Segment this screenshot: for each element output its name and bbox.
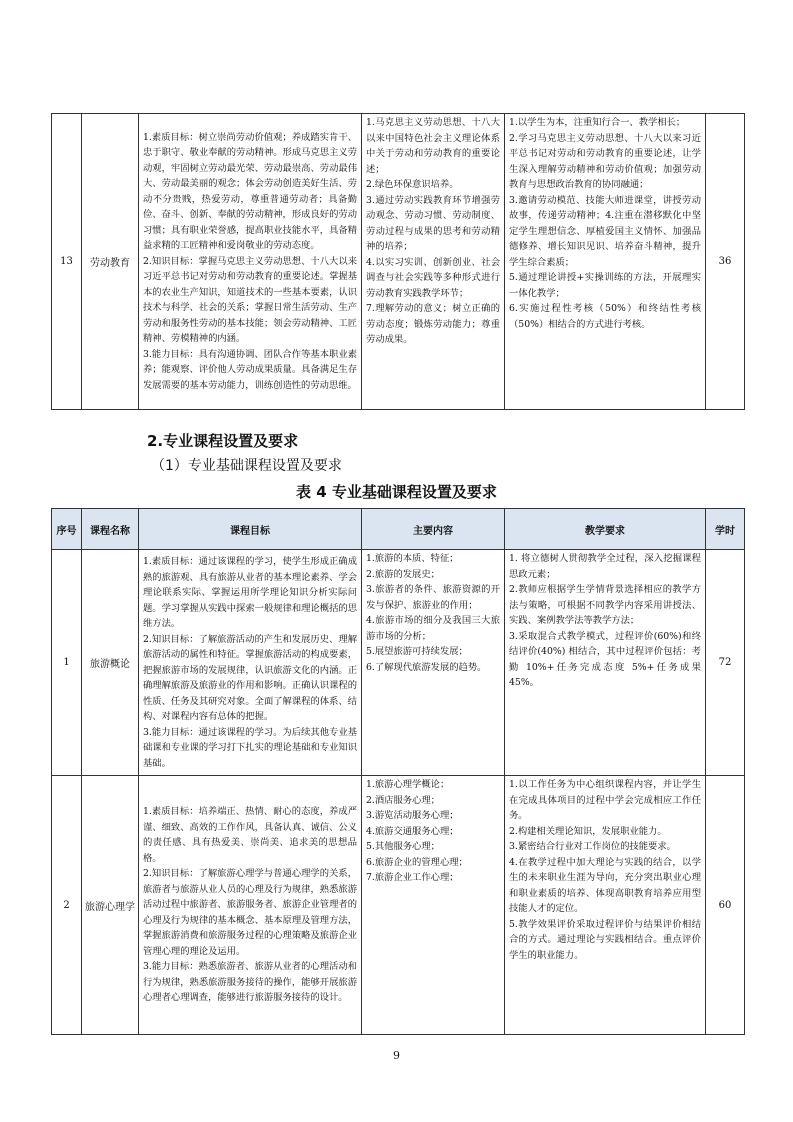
goal-item: 2.知识目标：掌握马克思主义劳动思想、十八大以来习近平总书记对劳动和劳动教育的重要论述。掌握基本的农业生产知识，知道技术的一些基本要素，认识技术与科学、社会的关系；掌握日常生活劳动、生产劳动和服务性劳动的基本技能；领会劳动精神、工匠精神、劳模精神的内涵。 [143, 255, 357, 345]
content-item: 7.理解劳动的意义；树立正确的劳动态度；锻炼劳动能力；尊重劳动成果。 [366, 303, 500, 345]
table4-professional-basic-courses [51, 508, 745, 1035]
requirement-item: 2.教师应根据学生学情背景选择相应的教学方法与策略，可根据不同教学内容采用讲授法、实践、案例教学法等教学方法； [509, 584, 701, 626]
requirement-item: 1.以学生为本，注重知行合一、教学相长； [509, 117, 686, 128]
content-item: 1.马克思主义劳动思想、十八大以来中国特色社会主义理论体系中关于劳动和劳动教育的重要论述； [366, 117, 500, 175]
table-header-row [52, 509, 745, 550]
main-content [362, 114, 505, 410]
content-item: 4.以实习实训、创新创业、社会调查与社会实践等多种形式进行劳动教育实践教学环节； [366, 256, 500, 299]
goal-item: 1.素质目标：培养端正、热情、耐心的态度，养成严谨、细致、高效的工作作风，具备认真、诚信、公义的责任感、具有热爱美、崇尚美、追求美的思想品格。 [143, 806, 357, 864]
table-row [52, 114, 745, 410]
section-heading: 2.专业课程设置及要求 [147, 432, 299, 450]
content-item: 1.旅游心理学概论； [366, 779, 450, 790]
row-number: 13 [52, 114, 82, 410]
content-item: 1.旅游的本质、特征； [366, 553, 459, 564]
page-number: 9 [393, 1049, 400, 1062]
content-item: 5.展望旅游可持续发展； [366, 646, 468, 657]
table3-continued [51, 113, 745, 410]
requirement-item: 3.邀请劳动模范、技能大师进课堂，讲授劳动故事，传递劳动精神；4.注重在潜移默化中坚定学生理想信念、厚植爱国主义情怀、加强品德修养、增长知识见识、培养奋斗精神，提升学生综合素质； [509, 194, 701, 268]
content-item: 2.旅游的发展史； [366, 568, 440, 580]
requirement-item: 1.以工作任务为中心组织课程内容，并让学生在完成具体项目的过程中学会完成相应工作任务。 [509, 779, 701, 821]
content-item: 6.旅游企业的管理心理； [366, 856, 468, 868]
goal-item: 3.能力目标：具有沟通协调、团队合作等基本职业素养；能观察、评价他人劳动成果质量。具备满足生存发展需要的基本劳动能力，训练创造性的劳动思维。 [143, 348, 357, 391]
teaching-requirements [505, 550, 706, 776]
course-goals [139, 776, 362, 1035]
requirement-item: 6.实施过程性考核（50%）和终结性考核（50%）相结合的方式进行考核。 [509, 303, 701, 330]
row-number: 1 [52, 550, 82, 776]
sub-heading: （1）专业基础课程设置及要求 [151, 458, 342, 474]
course-hours: 60 [706, 776, 745, 1035]
header-hours: 学时 [706, 509, 745, 550]
requirement-item: 5.通过理论讲授+实操训练的方法，开展理实一体化教学； [509, 272, 701, 299]
content-item: 3.游览活动服务心理； [366, 810, 459, 821]
teaching-requirements [505, 114, 706, 410]
requirement-item: 2.学习马克思主义劳动思想、十八大以来习近平总书记对劳动和劳动教育的重要论述，让学生深入理解劳动精神和劳动价值观；加强劳动教育与思想政治教育的协同融通； [509, 132, 701, 190]
header-name: 课程名称 [82, 509, 139, 550]
content-item: 5.其他服务心理； [366, 841, 440, 852]
goal-item: 2.知识目标：了解旅游活动的产生和发展历史、理解旅游活动的属性和特征。掌握旅游活动的构成要素，把握旅游市场的发展规律，认识旅游文化的内涵。正确理解旅游及旅游业的作用和影响。正确认识课程的性质、任务及其研究对象。全面了解课程的体系、结构、对课程内容有总体的把握。 [143, 633, 357, 722]
course-hours: 36 [706, 114, 745, 410]
header-no: 序号 [52, 509, 82, 550]
course-name: 旅游概论 [82, 550, 139, 776]
content-item: 4.旅游市场的细分及我国三大旅游市场的分析； [366, 615, 500, 642]
requirement-item: 3.紧密结合行业对工作岗位的技能要求。 [509, 841, 676, 852]
content-item: 7.旅游企业工作心理； [366, 872, 459, 883]
main-content [362, 776, 505, 1035]
table-caption: 表 4 专业基础课程设置及要求 [296, 483, 497, 501]
course-name: 旅游心理学 [82, 776, 139, 1035]
requirement-item: 4.在教学过程中加大理论与实践的结合，以学生的未来职业生涯为导向，充分突出职业心理和职业素质的培养、体现高职教育培养应用型技能人才的定位。 [509, 856, 701, 914]
goal-item: 2.知识目标：了解旅游心理学与普通心理学的关系，旅游者与旅游从业人员的心理及行为规律，熟悉旅游活动过程中旅游者、旅游服务者、旅游企业管理者的心理及行为规律的基本概念、基本原理及管理方法，掌握旅游消费和旅游服务过程的心理策略及旅游企业管理心理的理论及运用。 [143, 868, 357, 957]
requirement-item: 2.构建相关理论知识，发展职业能力。 [509, 825, 667, 837]
row-number: 2 [52, 776, 82, 1035]
table-row [52, 776, 745, 1035]
header-content: 主要内容 [362, 509, 505, 550]
course-goals [139, 114, 362, 410]
content-item: 3.旅游者的条件、旅游资源的开发与保护、旅游业的作用； [366, 584, 500, 611]
header-requirements: 教学要求 [505, 509, 706, 550]
requirement-item: 5.教学效果评价采取过程评价与结果评价相结合的方式。通过理论与实践相结合。重点评价学生的职业能力。 [509, 918, 701, 961]
content-item: 3.通过劳动实践教育环节增强劳动观念、劳动习惯、劳动制度、劳动过程与成果的思考和劳动精神的培养； [366, 194, 500, 252]
goal-item: 3.能力目标：熟悉旅游者、旅游从业者的心理活动和行为规律，熟悉旅游服务接待的操作，能够开展旅游心理者心理调查，能够进行旅游服务接待的设计。 [143, 961, 357, 1004]
goal-item: 1.素质目标：通过该课程的学习，使学生形成正确成熟的旅游观、具有旅游从业者的基本理论素养、学会理论联系实际、掌握运用所学理论知识分析实际问题。学习掌握从实践中探索一般规律和理论概括的思维方法。 [143, 556, 357, 629]
goal-item: 3.能力目标：通过该课程的学习。为后续其他专业基础课和专业课的学习打下扎实的理论基础和专业知识基础。 [143, 726, 357, 769]
content-item: 2.绿色环保意识培养。 [366, 179, 459, 190]
content-item: 6.了解现代旅游发展的趋势。 [366, 661, 487, 673]
requirement-item: 1. 将立德树人贯彻教学全过程，深入挖掘课程思政元素； [509, 553, 701, 580]
course-name: 劳动教育 [82, 114, 139, 410]
content-item: 4.旅游交通服务心理； [366, 825, 459, 837]
goal-item: 1.素质目标：树立崇尚劳动价值观；养成踏实肯干、忠于职守、敬业奉献的劳动精神。形成马克思主义劳动观，牢固树立劳动最光荣、劳动最崇高、劳动最伟大、劳动最美丽的观念；体会劳动创造美好生活、劳动不分贵贱，热爱劳动，尊重普通劳动者；具备勤俭、奋斗、创新、奉献的劳动精神，形成良好的劳动习惯；具有职业荣誉感，提高职业技能水平，具备精益求精的工匠精神和爱岗敬业的劳动态度。 [143, 131, 357, 252]
requirement-item: 3.采取混合式教学模式，过程评价(60%)和终结评价(40%) 相结合，其中过程评价包括：考勤 10%+任务完成态度 5%+任务成果 45%。 [509, 630, 701, 688]
course-hours: 72 [706, 550, 745, 776]
teaching-requirements [505, 776, 706, 1035]
content-item: 2.酒店服务心理； [366, 794, 440, 806]
course-goals [139, 550, 362, 776]
table-row [52, 550, 745, 776]
main-content [362, 550, 505, 776]
header-goals: 课程目标 [139, 509, 362, 550]
